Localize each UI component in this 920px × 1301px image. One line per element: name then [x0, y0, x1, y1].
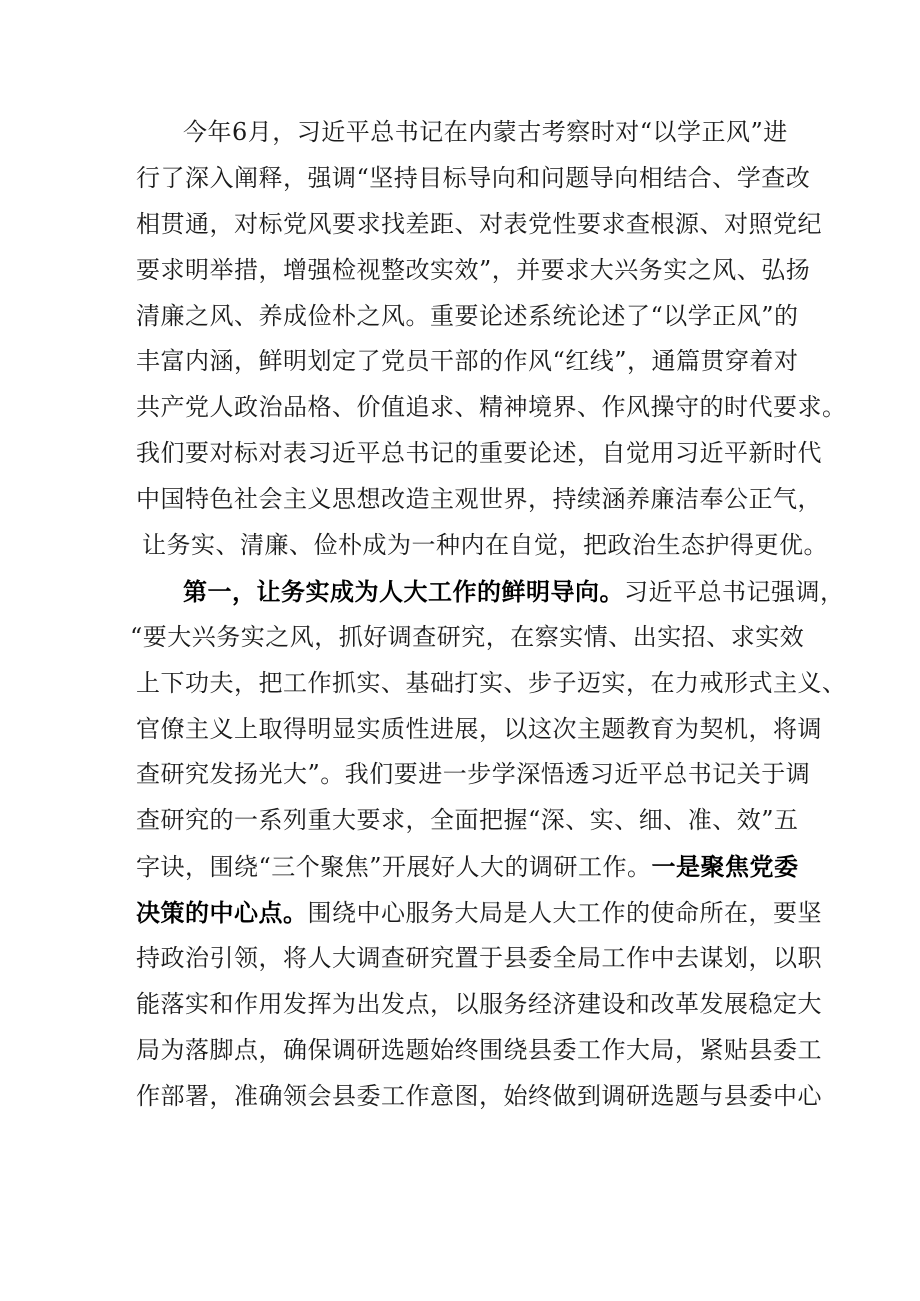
text-line: [136, 707, 822, 753]
text-line: [136, 385, 847, 431]
text-run: 习近平总书记强调，: [624, 577, 845, 606]
text-line: [136, 569, 845, 615]
text-line: [136, 844, 816, 890]
text-run: 行了深入阐释，强调“坚持目标导向和问题导向相结合、学查改: [136, 163, 811, 192]
text-run: 清廉之风、养成俭朴之风。重要论述系统论述了“以学正风”的: [136, 301, 799, 330]
text-line: [136, 202, 822, 248]
text-line: [136, 798, 816, 844]
text-line: [136, 982, 822, 1028]
text-run: 相贯通，对标党风要求找差距、对表党性要求查根源、对照党纪: [136, 209, 822, 238]
text-line: [130, 615, 816, 661]
section-heading: 第一，让务实成为人大工作的鲜明导向。: [183, 576, 624, 606]
text-run: 我们要对标对表习近平总书记的重要论述，自觉用习近平新时代: [136, 439, 822, 468]
text-line: [136, 477, 822, 523]
text-run: 今年6月，习近平总书记在内蒙古考察时对“以学正风”进: [183, 118, 788, 146]
text-run: 局为落脚点，确保调研选题始终围绕县委工作大局，紧贴县委工: [136, 1035, 822, 1064]
text-run: 围绕中心服务大局是人大工作的使命所在，要坚: [307, 899, 822, 928]
text-line: [136, 661, 847, 707]
text-run: 查研究的一系列重大要求，全面把握“深、实、细、准、效”五: [136, 806, 799, 835]
subheading-run: 一是聚焦党委: [651, 852, 799, 882]
text-line: [136, 431, 822, 477]
text-run: “要大兴务实之风，抓好调查研究，在察实情、出实招、求实效: [130, 622, 805, 651]
text-line: [136, 1028, 822, 1074]
text-line: [136, 294, 816, 340]
text-run: 丰富内涵，鲜明划定了党员干部的作风“红线”，通篇贯穿着对: [136, 347, 799, 376]
text-run: 查研究发扬光大”。我们要进一步学深悟透习近平总书记关于调: [136, 760, 811, 789]
text-run: 要求明举措，增强检视整改实效”，并要求大兴务实之风、弘扬: [136, 255, 811, 284]
text-line: [136, 1074, 822, 1120]
text-run: 中国特色社会主义思想改造主观世界，持续涵养廉洁奉公正气，: [136, 485, 822, 514]
document-body: [130, 110, 847, 1120]
text-line: [136, 890, 822, 936]
text-run: 持政治引领，将人大调查研究置于县委全局工作中去谋划，以职: [136, 944, 822, 973]
text-run: 能落实和作用发挥为出发点，以服务经济建设和改革发展稳定大: [136, 989, 822, 1018]
text-run: 让务实、清廉、俭朴成为一种内在自觉，把政治生态护得更优。: [142, 531, 828, 560]
text-line: [136, 339, 816, 385]
text-run: 上下功夫，把工作抓实、基础打实、步子迈实，在力戒形式主义、: [136, 668, 847, 697]
text-line: [136, 156, 816, 202]
text-run: 官僚主义上取得明显实质性进展，以这次主题教育为契机，将调: [136, 714, 822, 743]
text-run: 作部署，准确领会县委工作意图，始终做到调研选题与县委中心: [136, 1081, 822, 1110]
text-run: 共产党人政治品格、价值追求、精神境界、作风操守的时代要求。: [136, 393, 847, 422]
text-line: [136, 936, 822, 982]
paragraph-2: [130, 569, 847, 1120]
subheading-run: 决策的中心点。: [136, 898, 308, 928]
paragraph-1: [136, 110, 847, 569]
text-line: [136, 110, 816, 156]
text-line: [136, 248, 816, 294]
text-line: [136, 523, 828, 569]
text-line: [136, 752, 816, 798]
text-run: 字诀，围绕“三个聚焦”开展好人大的调研工作。: [136, 853, 652, 882]
